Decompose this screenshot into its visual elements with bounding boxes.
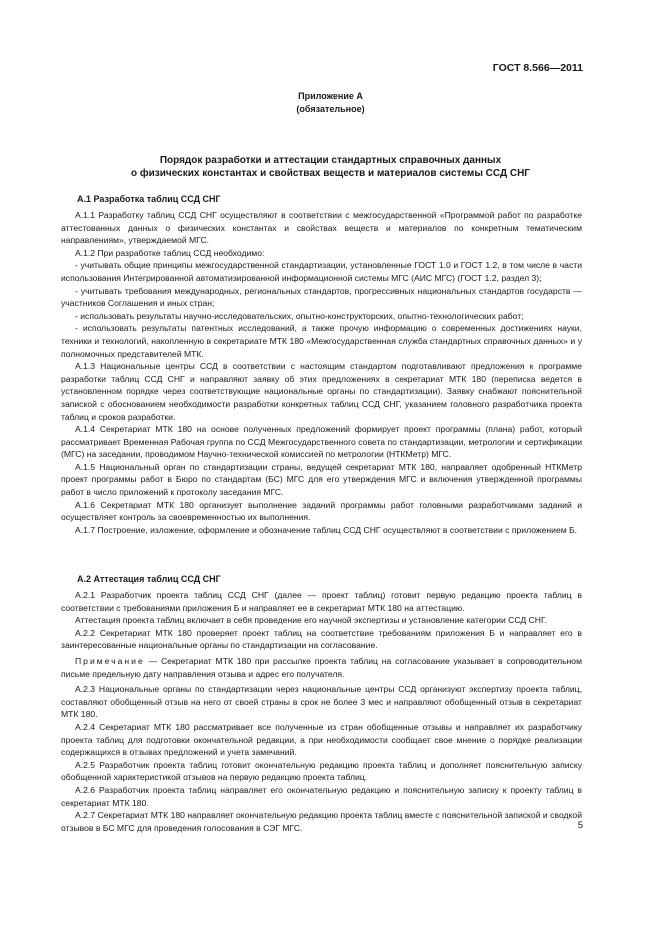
note-label: Примечание <box>75 655 145 666</box>
paragraph: А.2.1 Разработчик проекта таблиц ССД СНГ (далее — проект таблиц) готовит первую редакцию проекта таблиц в соответствии с требованиями приложения Б и направляет ее в секретариат МТК 180 на аттестацию. <box>61 590 582 613</box>
section-a1-body <box>61 209 582 536</box>
paragraph: А.2.5 Разработчик проекта таблиц готовит окончательную редакцию проекта таблиц и дополняет пояснительную записку обобщенной характеристикой отзывов на первую редакцию проекта таблиц. <box>61 759 582 783</box>
note-text: — Секретариат МТК 180 при рассылке проекта таблиц на согласование указывает в сопроводительном письме предельную дату направления отзыва и адрес его получателя. <box>61 655 582 679</box>
note <box>61 655 582 680</box>
paragraph: А.2.6 Разработчик проекта таблиц направляет его окончательную редакцию и пояснительную записку к проекту таблиц в секретариат МТК 180. <box>61 784 582 808</box>
paragraph: А.1.5 Национальный орган по стандартизации страны, ведущей секретариат МТК 180, направляет одобренный НТКМетр проект программы работ в Бюро по стандартам (БС) МГС для его утверждения МГС и включения утвержденной программы работ в число приложений к протоколу заседания МГС. <box>61 461 582 498</box>
title-line-2: о физических константах и свойствах веществ и материалов системы ССД СНГ <box>131 168 530 179</box>
list-item: - использовать результаты патентных исследований, а также прочую информацию о современных достижениях науки, техники и технологий, накопленную в секретариате МТК 180 «Межгосударственная служба стандартных справочных данных» и у полномочных представителей МТК. <box>61 323 582 359</box>
section-a2-body <box>61 589 582 834</box>
paragraph: А.1.1 Разработку таблиц ССД СНГ осуществляют в соответствии с межгосударственной «Программой работ по разработке аттестованных данных о физических константах и свойствах веществ и материалов по конкретным тематическим направлениям», утверждаемой МГС. <box>61 210 582 246</box>
paragraph: А.1.3 Национальные центры ССД в соответствии с настоящим стандартом подготавливают предложения к программе разработки таблиц ССД СНГ и направляют заявку об этих предложениях в секретариат МТК 180 (переписка ведется в установленном порядке через соответствующие национальные органы по стандартизации). Заявку снабжают пояснительной запиской с обоснованием необходимости разработки конкретных таблиц ССД СНГ, указанием головного разработчика проекта таблиц и сроков разработки. <box>61 361 582 422</box>
list-item: - учитывать общие принципы межгосударственной стандартизации, установленные ГОСТ 1.0 и ГОСТ 1.2, в том числе в части использования Интегрированной автоматизированной информационной системы МГС (АИС МГС) (ГОСТ 1.2, раздел 3); <box>61 260 582 283</box>
paragraph: Аттестация проекта таблиц включает в себя проведение его научной экспертизы и установление категории ССД СНГ. <box>75 615 547 626</box>
appendix-title: Приложение А <box>298 91 363 101</box>
section-a1-heading: А.1 Разработка таблиц ССД СНГ <box>77 194 221 204</box>
paragraph: А.2.7 Секретариат МТК 180 направляет окончательную редакцию проекта таблиц вместе с пояснительной запиской и сводкой отзывов в БС МГС для проведения голосования в СЭГ МГС. <box>61 810 582 833</box>
list-item: - использовать результаты научно-исследовательских, опытно-конструкторских, опытно-технологических работ; <box>75 310 524 321</box>
appendix-heading <box>0 90 661 115</box>
paragraph: А.2.3 Национальные органы по стандартизации через национальные центры ССД организуют экспертизу проекта таблиц, составляют обобщенный отзыв на него от своей страны в срок не более 3 мес и направляют обобщенный отзыв в секретариат МТК 180. <box>61 684 582 720</box>
paragraph: А.1.2 При разработке таблиц ССД необходимо: <box>75 247 265 258</box>
section-a2-heading: А.2 Аттестация таблиц ССД СНГ <box>77 574 221 584</box>
standard-code: ГОСТ 8.566—2011 <box>492 62 583 74</box>
paragraph: А.1.4 Секретариат МТК 180 на основе полученных предложений формирует проект программы (плана) работ, который рассматривает Временная Рабочая группа по ССД Межгосударственного совета по стандартизации, метрологии и сертификации (МГС) на заседании, проводимом Научно-технической комиссией по метрологии (НТКМетр) МГС. <box>61 424 582 460</box>
paragraph: А.1.6 Секретариат МТК 180 организует выполнение заданий программы работ головными разработчиками заданий и осуществляет контроль за своевременностью их выполнения. <box>61 499 582 523</box>
list-item: - учитывать требования международных, региональных стандартов, прогрессивных национальных стандартов государств — участников Соглашения и иных стран; <box>61 285 582 309</box>
paragraph: А.1.7 Построение, изложение, оформление и обозначение таблиц ССД СНГ осуществляют в соответствии с приложением Б. <box>75 524 578 535</box>
appendix-status: (обязательное) <box>296 103 365 114</box>
paragraph: А.2.2 Секретариат МТК 180 проверяет проект таблиц на соответствие требованиям приложения Б и направляет его в заинтересованные национальные органы по стандартизации на согласование. <box>61 627 582 651</box>
page-number: 5 <box>577 820 583 831</box>
title-line-1: Порядок разработки и аттестации стандартных справочных данных <box>159 155 502 166</box>
paragraph: А.2.4 Секретариат МТК 180 рассматривает все полученные из стран обобщенные отзывы и направляет их разработчику проекта таблиц для подготовки окончательной редакции, а при необходимости сообщает свое мнение о порядке реализации содержащихся в отзывах предложений и учета замечаний. <box>61 721 582 758</box>
document-title <box>40 154 621 180</box>
